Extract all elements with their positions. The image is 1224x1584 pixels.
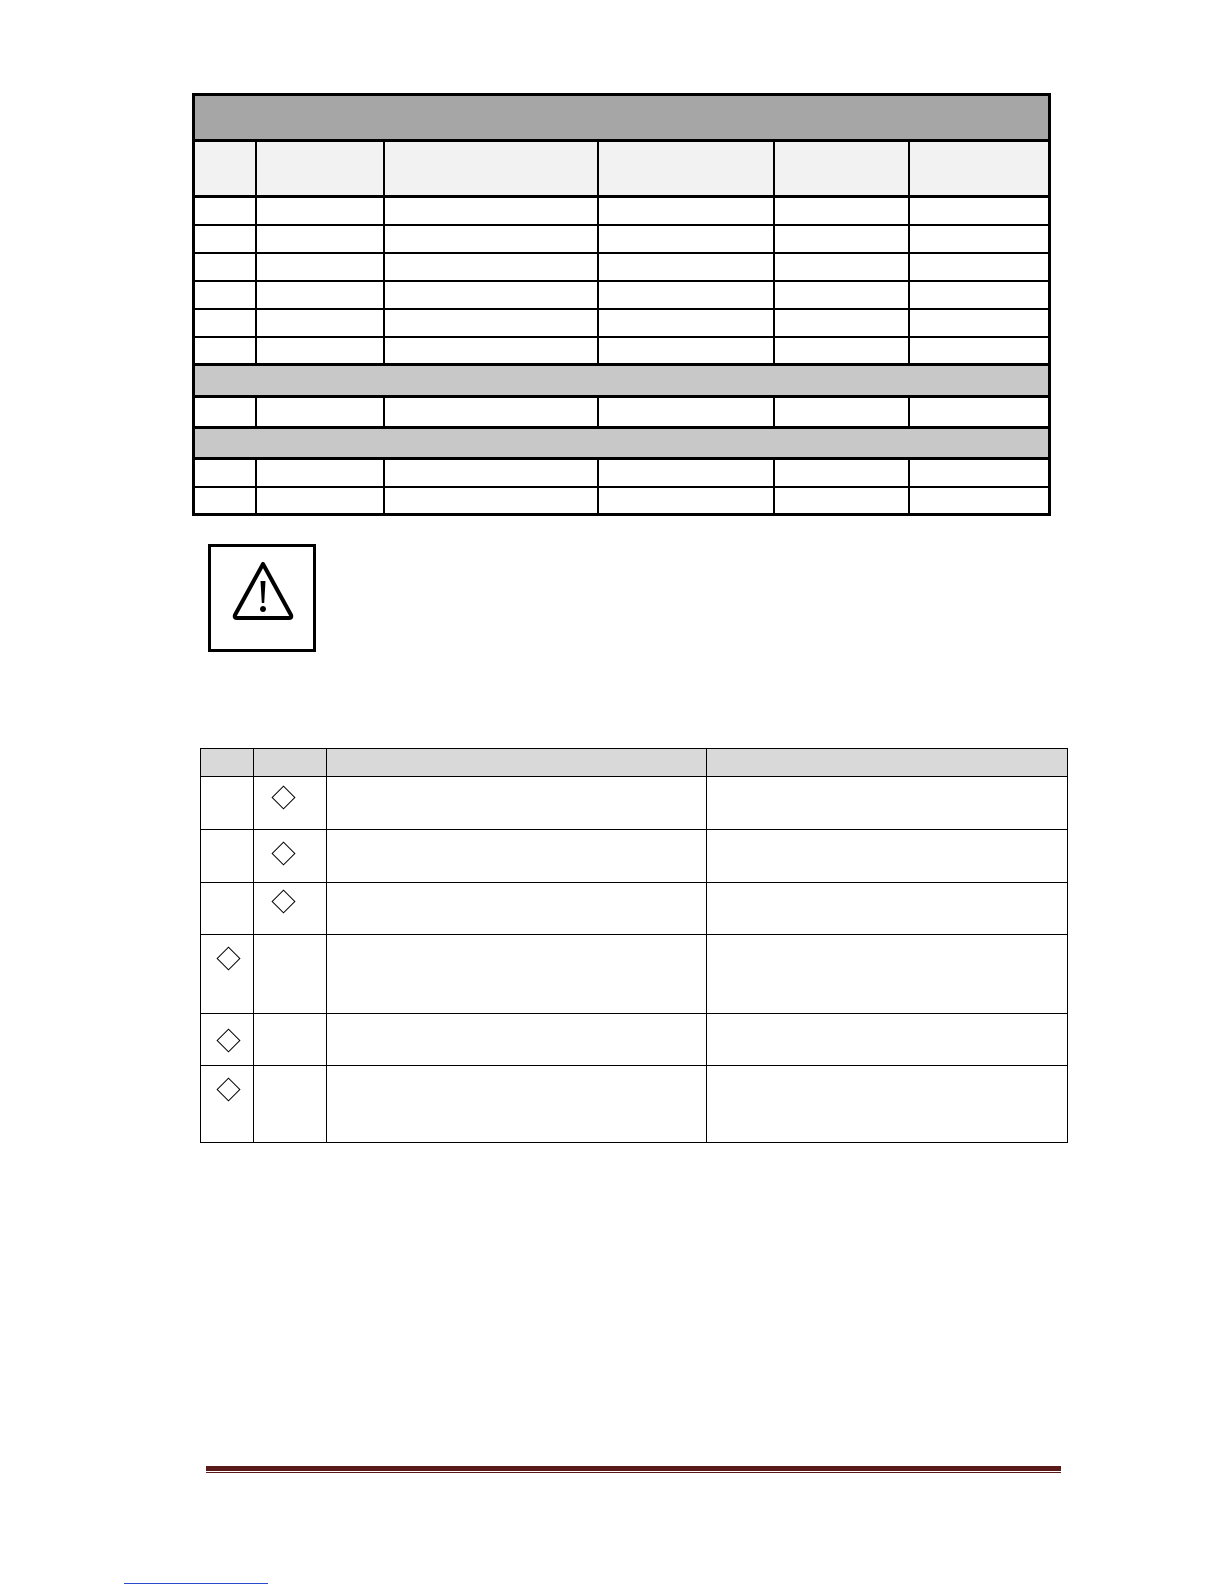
legend-row <box>201 935 1067 1014</box>
table-title-bar <box>195 96 1048 142</box>
table-row <box>195 226 1048 254</box>
diamond-icon <box>216 1028 240 1052</box>
column-divider <box>326 749 327 1142</box>
legend-header-row <box>201 749 1067 777</box>
table-row <box>195 338 1048 366</box>
diamond-icon <box>271 889 295 913</box>
diamond-icon <box>216 1077 240 1101</box>
header-cell <box>599 142 775 195</box>
section-band <box>195 429 1048 460</box>
header-cell <box>195 142 257 195</box>
table-row <box>195 254 1048 282</box>
legend-row <box>201 883 1067 935</box>
header-cell <box>775 142 910 195</box>
diamond-icon <box>271 841 295 865</box>
header-cell <box>910 142 1048 195</box>
table-row <box>195 488 1048 513</box>
column-divider <box>706 749 707 1142</box>
legend-row <box>201 1066 1067 1143</box>
table-row <box>195 460 1048 488</box>
legend-row <box>201 1014 1067 1066</box>
table-row <box>195 398 1048 429</box>
legend-row <box>201 777 1067 830</box>
warning-box <box>208 544 316 652</box>
legend-table <box>200 748 1068 1143</box>
table-row <box>195 198 1048 226</box>
section-band <box>195 366 1048 398</box>
header-cell <box>385 142 599 195</box>
header-cell <box>257 142 385 195</box>
diamond-icon <box>271 785 295 809</box>
table-header-row <box>195 142 1048 198</box>
footer-rule <box>206 1466 1061 1474</box>
table-row <box>195 282 1048 310</box>
warning-triangle-icon <box>231 559 295 623</box>
specification-table <box>192 93 1051 516</box>
column-divider <box>253 749 254 1142</box>
legend-row <box>201 830 1067 883</box>
table-row <box>195 310 1048 338</box>
diamond-icon <box>216 946 240 970</box>
